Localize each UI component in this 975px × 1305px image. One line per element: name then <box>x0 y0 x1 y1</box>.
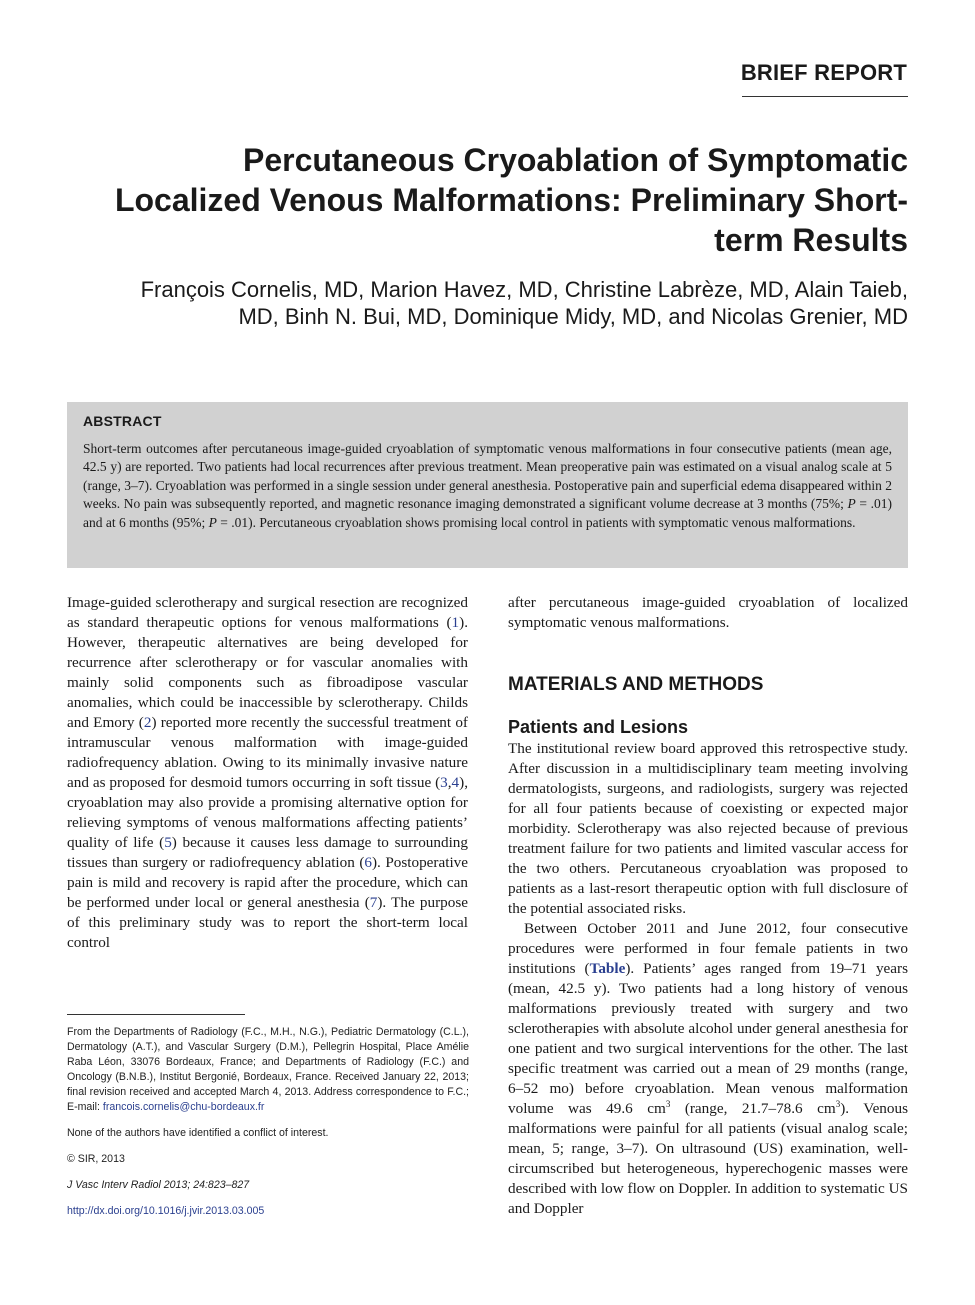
reference-link[interactable]: 2 <box>143 714 152 731</box>
reference-link[interactable]: 4 <box>451 774 460 791</box>
table-link[interactable]: Table <box>589 960 626 977</box>
conflict-note: None of the authors have identified a conflict of interest. <box>67 1127 329 1139</box>
body-column-right <box>508 593 908 1219</box>
intro-paragraph: Image-guided sclerotherapy and surgical resection are recognized as standard therapeutic options for venous malformations (1). However, therapeutic alternatives are being developed for recurrence after sclerotherapy or for vascular anomalies with mainly solid components such as fibroadipose vascular anomalies, which could be inaccessible by sclerotherapy. Childs and Emory (2) reported more recently the successful treatment of intramuscular venous malformation with image-guided radiofrequency ablation. Owing to its minimally invasive nature and as proposed for desmoid tumors occurring in soft tissue (3,4), cryoablation may also provide a promising alternative option for relieving symptoms of venous malformations affecting patients’ quality of life (5) because it causes less damage to surrounding tissues than surgery or radiofrequency ablation (6). Postoperative pain is mild and recovery is rapid after the procedure, which can be performed under local or general anesthesia (7). The purpose of this preliminary study was to report the short-term local control <box>67 594 468 951</box>
section-heading: MATERIALS AND METHODS <box>508 674 764 695</box>
subsection-heading: Patients and Lesions <box>508 717 689 737</box>
abstract-heading: ABSTRACT <box>83 413 162 429</box>
affiliation-note: From the Departments of Radiology (F.C., M.H., N.G.), Pediatric Dermatology (C.L.), Dermatology (A.T.), and Vascular Surgery (D.M.), Pellegrin Hospital, Place Amélie Raba Léon, 33076 Bordeaux, France; and Departments of Radiology (F.C.) and Oncology (B.N.B.), Institut Bergonié, Bordeaux, France. Received January 22, 2013; final revision received and accepted March 4, 2013. Address correspondence to F.C.; E-mail: francois.cornelis@chu-bordeaux.fr <box>67 1026 470 1113</box>
body-column-left <box>67 593 468 953</box>
p-value-symbol: P <box>847 496 856 512</box>
intro-paragraph-continued: after percutaneous image-guided cryoablation of localized symptomatic venous malformations. <box>508 594 908 631</box>
methods-paragraph: The institutional review board approved this retrospective study. After discussion in a multidisciplinary team meeting involving dermatologists, surgeons, and radiologists, surgery was rejected for all four patients because of coexisting or expected major morbidity. Sclerotherapy was also rejected because of previous treatment failure for two patients and limited vascular access for the two others. Percutaneous cryoablation was proposed to patients as a last-resort therapeutic option with full disclosure of the potential associated risks. <box>508 740 908 917</box>
header-rule <box>742 96 908 97</box>
reference-link[interactable]: 7 <box>369 894 378 911</box>
methods-paragraph: Between October 2011 and June 2012, four consecutive procedures were performed in four female patients in two institutions (Table). Patients’ ages ranged from 19–71 years (mean, 42.5 y). Two patients had a long history of venous malformations previously treated with surgery and two sclerotherapies with absolute alcohol under general anesthesia for one patient and two surgical interventions for the other. The last specific treatment was carried out a mean of 29 months (range, 6–52 mo) before cryoablation. Mean venous malformation volume was 49.6 $cm^3$ (range, 21.7–78.6 $cm^3$). Venous malformations were painful for all patients (visual analog scale; mean, 5; range, 3–7). On ultrasound (US) examination, well-circumscribed but heterogeneous, hyperechogenic masses were described with low flow on Doppler. In addition to systematic US and Doppler <box>508 920 909 1217</box>
reference-link[interactable]: 6 <box>364 854 372 871</box>
abstract-box <box>67 402 908 568</box>
doi-link[interactable]: http://dx.doi.org/10.1016/j.jvir.2013.03.005 <box>67 1205 265 1217</box>
copyright-note: © SIR, 2013 <box>67 1153 125 1165</box>
report-type-label: BRIEF REPORT <box>740 60 907 85</box>
reference-link[interactable]: 3 <box>440 774 448 791</box>
footnote-rule <box>67 1014 245 1015</box>
author-list: François Cornelis, MD, Marion Havez, MD, Christine Labrèze, MD, Alain Taieb, MD, Binh N. Bui, MD, Dominique Midy, MD, and Nicolas Grenier, MD <box>140 277 908 329</box>
email-link[interactable]: francois.cornelis@chu-bordeaux.fr <box>102 1101 265 1113</box>
p-value-symbol: P <box>208 514 217 530</box>
article-title: Percutaneous Cryoablation of Symptomatic Localized Venous Malformations: Preliminary Short-term Results <box>114 142 908 258</box>
reference-link[interactable]: 1 <box>451 614 460 631</box>
footnotes <box>67 1025 469 1219</box>
reference-link[interactable]: 5 <box>164 834 172 851</box>
citation-note: J Vasc Interv Radiol 2013; 24:823–827 <box>67 1179 250 1191</box>
abstract-text: Short-term outcomes after percutaneous image-guided cryoablation of symptomatic venous malformations in four consecutive patients (mean age, 42.5 y) are reported. Two patients had local recurrences after previous treatment. Mean preoperative pain was estimated on a visual analog scale at 5 (range, 3–7). Cryoablation was performed in a single session under general anesthesia. Postoperative pain and superficial edema disappeared within 2 weeks. No pain was subsequently reported, and magnetic resonance imaging demonstrated a significant volume decrease at 3 months (75%; P = .01) and at 6 months (95%; P = .01). Percutaneous cryoablation shows promising local control in patients with symptomatic venous malformations. <box>83 441 893 530</box>
